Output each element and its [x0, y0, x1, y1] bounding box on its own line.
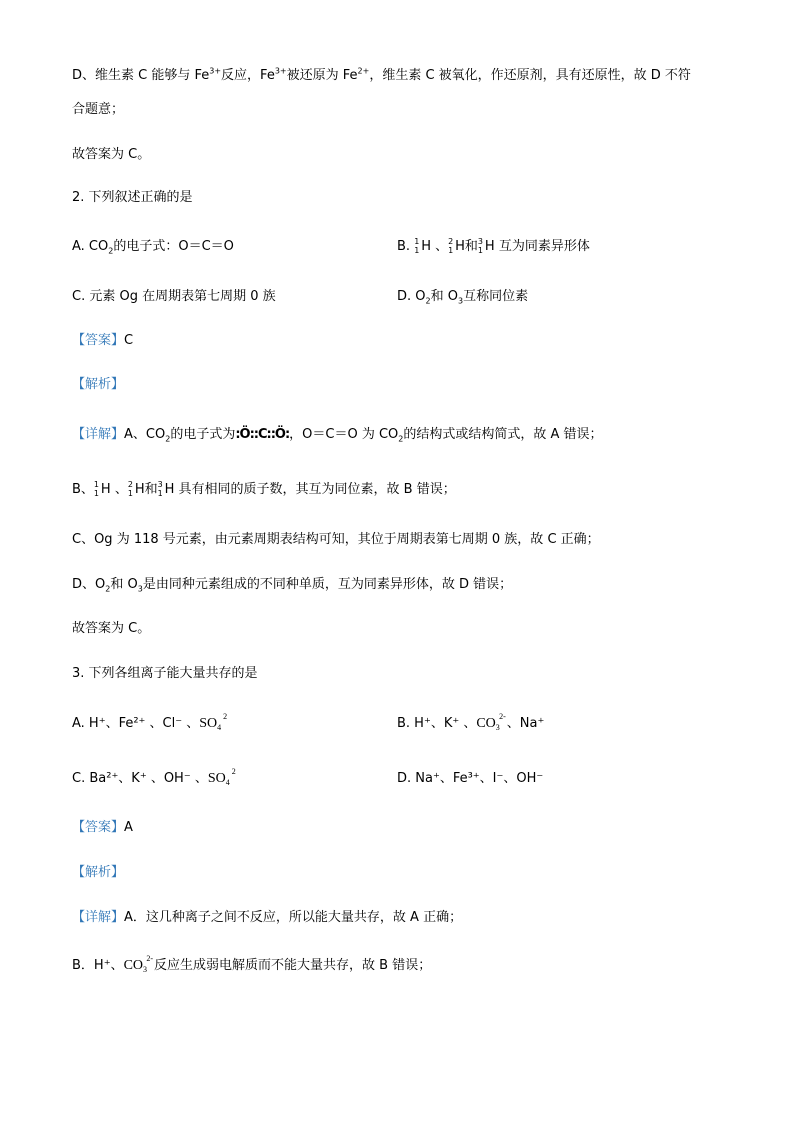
text-fragment: 反应，Fe [221, 68, 275, 83]
text-fragment: H 具有相同的质子数，其互为同位素，故 B 错误； [164, 482, 456, 497]
nuclide-notation [128, 481, 135, 499]
q3-analysis-label [72, 864, 124, 882]
atomic-number: 1 [157, 489, 163, 498]
text-fragment: 的结构式或结构简式，故 A 错误； [403, 427, 603, 442]
q2-detail-a [72, 426, 603, 444]
ion-charge: 2 [231, 767, 236, 776]
q2-option-d [397, 288, 528, 306]
text-fragment: 、Na⁺ [506, 716, 545, 731]
carbonate-ion [123, 954, 154, 975]
element-symbol: H [134, 482, 145, 497]
text-fragment: 互称同位素 [463, 289, 529, 304]
atomic-number: 1 [127, 489, 133, 498]
q3-detail-a [72, 909, 462, 927]
subscript: 3 [457, 296, 464, 306]
q2-answer-conclusion: 故答案为 C。 [72, 621, 151, 636]
mass-number: 1 [93, 480, 100, 489]
detail-label: 【详解】 [72, 427, 125, 442]
nuclide-notation [448, 238, 455, 256]
ion-base: SO [199, 716, 218, 731]
subscript: 2 [105, 584, 111, 594]
q2-detail-b [72, 481, 456, 499]
mass-number: 3 [477, 237, 483, 246]
subscript: 3 [137, 584, 143, 594]
explanation-line-d-cont: 合题意； [72, 102, 125, 117]
ion-base: CO [123, 958, 144, 973]
q2-analysis-label [72, 376, 124, 394]
ion-subscript: 3 [143, 965, 148, 974]
q2-detail-d [72, 576, 512, 594]
question-3-stem: 3. 下列各组离子能大量共存的是 [72, 666, 258, 681]
atomic-number: 1 [414, 246, 420, 255]
subscript: 2 [425, 296, 431, 306]
text-fragment: 被还原为 Fe [286, 68, 358, 83]
atomic-number: 1 [93, 489, 100, 498]
atomic-number: 1 [477, 246, 483, 255]
q3-option-c [72, 767, 236, 788]
q2-option-c: C. 元素 Og 在周期表第七周期 0 族 [72, 289, 276, 304]
nuclide-notation [94, 481, 101, 499]
lewis-structure: :Ö::C::Ö: [235, 427, 290, 442]
q3-option-d: D. Na⁺、Fe³⁺、I⁻、OH⁻ [397, 771, 544, 786]
conjunction: 和 [464, 239, 478, 254]
text-fragment: 和 O [110, 577, 138, 592]
text-fragment: B．H⁺、 [72, 958, 124, 973]
text-fragment: 的电子式为 [170, 427, 236, 442]
text-fragment: ，O＝C＝O 为 CO [289, 427, 399, 442]
text-fragment: D. O [397, 289, 426, 304]
text-fragment: A．这几种离子之间不反应，所以能大量共存，故 A 正确； [124, 910, 463, 925]
separator: 、 [430, 239, 449, 254]
q2-option-b [397, 238, 590, 256]
element-symbol: H [421, 239, 431, 254]
nuclide-notation [414, 238, 421, 256]
text-fragment: B、 [72, 482, 94, 497]
answer-label: 【答案】 [72, 820, 125, 835]
q2-option-a [72, 238, 234, 256]
text-fragment: B. [397, 239, 415, 254]
ion-charge: 2- [146, 954, 154, 963]
mass-number: 3 [157, 480, 163, 489]
ion-base: SO [207, 771, 226, 786]
text-fragment: H 互为同素异形体 [484, 239, 590, 254]
text-fragment: A. CO [72, 239, 109, 254]
text-fragment: 反应生成弱电解质而不能大量共存，故 B 错误； [154, 958, 432, 973]
q2-detail-c: C、Og 为 118 号元素，由元素周期表结构可知，其位于周期表第七周期 0 族，故 C 正确； [72, 532, 600, 547]
separator: 、 [110, 482, 128, 497]
text-fragment: A、CO [124, 427, 166, 442]
charge-superscript: 3+ [274, 66, 287, 76]
atomic-number: 1 [448, 246, 454, 255]
q3-option-b [397, 712, 545, 733]
ion-subscript: 4 [217, 723, 222, 732]
ion-subscript: 3 [495, 723, 500, 732]
text-fragment: C. Ba²⁺、K⁺ 、OH⁻ 、 [72, 771, 208, 786]
q3-detail-b [72, 954, 432, 975]
q2-answer [72, 332, 133, 350]
ion-base: CO [476, 716, 496, 731]
subscript: 2 [165, 434, 171, 444]
ion-charge: 2 [223, 712, 228, 721]
detail-label: 【详解】 [72, 910, 125, 925]
sulfate-ion [207, 767, 236, 788]
charge-superscript: 2+ [357, 66, 370, 76]
q3-option-a [72, 712, 228, 733]
text-fragment: D、O [72, 577, 106, 592]
q3-answer [72, 819, 133, 837]
mass-number: 1 [414, 237, 420, 246]
text-fragment: ，维生素 C 被氧化，作还原剂，具有还原性，故 D 不符 [369, 68, 691, 83]
element-symbol: H [100, 482, 111, 497]
nuclide-notation [478, 238, 485, 256]
analysis-label: 【解析】 [72, 865, 125, 880]
subscript: 2 [108, 246, 114, 256]
answer-value: A [124, 820, 133, 835]
mass-number: 2 [448, 237, 454, 246]
ion-charge: 2- [499, 712, 506, 721]
charge-superscript: 3+ [209, 66, 222, 76]
sulfate-ion [199, 712, 228, 733]
explanation-line-d [72, 67, 691, 85]
text-fragment: 是由同种元素组成的不同种单质，互为同素异形体，故 D 错误； [142, 577, 513, 592]
element-symbol: H [455, 239, 465, 254]
question-2-stem: 2. 下列叙述正确的是 [72, 190, 193, 205]
nuclide-notation [158, 481, 165, 499]
mass-number: 2 [127, 480, 133, 489]
text-fragment: A. H⁺、Fe²⁺ 、Cl⁻ 、 [72, 716, 200, 731]
conjunction: 和 [144, 482, 158, 497]
answer-conclusion: 故答案为 C。 [72, 147, 151, 162]
ion-subscript: 4 [225, 778, 230, 787]
carbonate-ion [476, 712, 506, 733]
text-fragment: 的电子式：O＝C＝O [113, 239, 234, 254]
text-fragment: 和 O [430, 289, 458, 304]
answer-value: C [124, 333, 134, 348]
answer-label: 【答案】 [72, 333, 125, 348]
text-fragment: D、维生素 C 能够与 Fe [72, 68, 210, 83]
subscript: 2 [398, 434, 404, 444]
analysis-label: 【解析】 [72, 377, 125, 392]
text-fragment: B. H⁺、K⁺ 、 [397, 716, 477, 731]
